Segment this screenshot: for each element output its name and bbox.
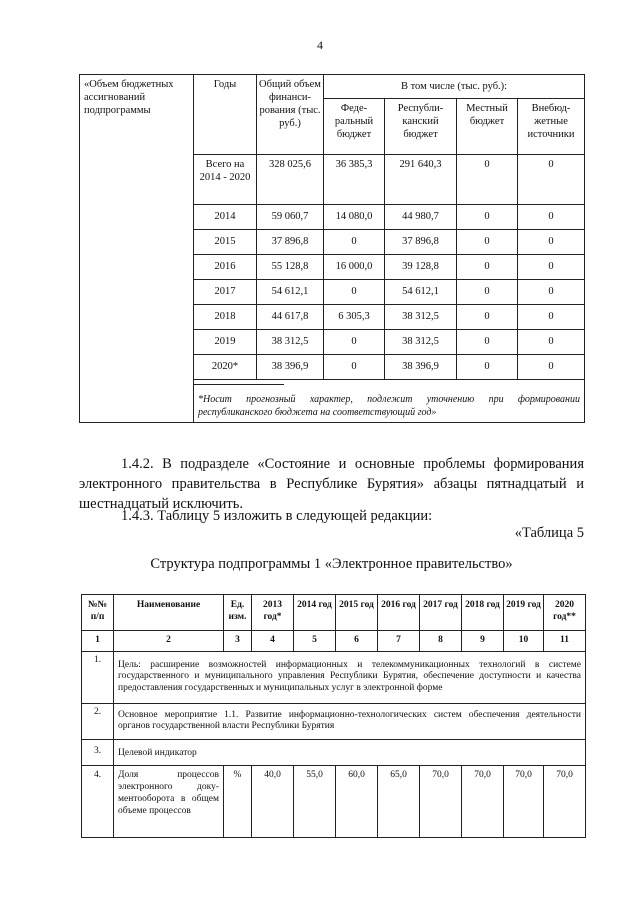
local-cell: 0 (457, 355, 518, 380)
total-cell: 59 060,7 (257, 205, 324, 230)
footnote-divider (194, 384, 284, 391)
column-number: 2 (114, 631, 224, 652)
federal-cell: 6 305,3 (324, 305, 385, 330)
year-cell: 2015 (194, 230, 257, 255)
republic-cell: 38 396,9 (385, 355, 457, 380)
year-cell: 2019 (194, 330, 257, 355)
local-cell: 0 (457, 205, 518, 230)
column-number: 8 (420, 631, 462, 652)
goal-text: Цель: расширение возможностей информационных и телекоммуникационных технологий в системе государственного и муниципального управления Республики Бурятия, обеспечение доступности и качества предоставления государственных и муниципальных услуг в электронной форме (114, 651, 586, 703)
offbudget-cell: 0 (518, 230, 585, 255)
table-row (82, 739, 586, 765)
header-cell: №№ п/п (82, 595, 114, 631)
federal-cell: 16 000,0 (324, 255, 385, 280)
republic-cell: 37 896,8 (385, 230, 457, 255)
col-offbudget: Внебюд-жетные источники (518, 99, 585, 155)
column-number: 3 (224, 631, 252, 652)
table-reference: «Таблица 5 (514, 525, 584, 541)
value-cell: 65,0 (378, 765, 420, 837)
offbudget-cell: 0 (518, 355, 585, 380)
header-cell: 2017 год (420, 595, 462, 631)
value-cell: 60,0 (336, 765, 378, 837)
federal-cell: 14 080,0 (324, 205, 385, 230)
local-cell: 0 (457, 305, 518, 330)
local-cell: 0 (457, 230, 518, 255)
column-number: 1 (82, 631, 114, 652)
column-number-row (82, 631, 586, 652)
indicator-name: Доля процессов электронного доку-ментооборота в общем объеме процессов (114, 765, 224, 837)
col-local: Местный бюджет (457, 99, 518, 155)
table-row (82, 703, 586, 739)
republic-cell: 38 312,5 (385, 330, 457, 355)
header-cell: Ед. изм. (224, 595, 252, 631)
federal-cell: 0 (324, 330, 385, 355)
year-cell: 2016 (194, 255, 257, 280)
row-number: 4. (82, 765, 114, 837)
total-cell: 54 612,1 (257, 280, 324, 305)
local-cell: 0 (457, 155, 518, 205)
republic-cell: 291 640,3 (385, 155, 457, 205)
funding-table (79, 74, 585, 423)
header-cell: 2015 год (336, 595, 378, 631)
footnote-text: *Носит прогнозный характер, подлежит уточнению при формировании республиканского бюджета на соответствующий год» (198, 394, 581, 418)
row-number: 3. (82, 739, 114, 765)
column-number: 5 (294, 631, 336, 652)
federal-cell: 0 (324, 280, 385, 305)
local-cell: 0 (457, 330, 518, 355)
activity-text: Основное мероприятие 1.1. Развитие информационно-технологических систем обеспечения деятельности органов государственной власти Республики Бурятия (114, 703, 586, 739)
header-cell: 2018 год (462, 595, 504, 631)
local-cell: 0 (457, 255, 518, 280)
header-cell: Наименование (114, 595, 224, 631)
column-number: 10 (504, 631, 544, 652)
column-number: 6 (336, 631, 378, 652)
year-cell: 2020* (194, 355, 257, 380)
header-cell: 2020 год** (544, 595, 586, 631)
value-cell: 70,0 (462, 765, 504, 837)
row-number: 2. (82, 703, 114, 739)
value-cell: 55,0 (294, 765, 336, 837)
federal-cell: 0 (324, 230, 385, 255)
republic-cell: 54 612,1 (385, 280, 457, 305)
offbudget-cell: 0 (518, 280, 585, 305)
offbudget-cell: 0 (518, 330, 585, 355)
total-cell: 44 617,8 (257, 305, 324, 330)
column-number: 4 (252, 631, 294, 652)
table-row (82, 765, 586, 837)
year-cell: 2018 (194, 305, 257, 330)
value-cell: 70,0 (420, 765, 462, 837)
total-cell: 55 128,8 (257, 255, 324, 280)
local-cell: 0 (457, 280, 518, 305)
table-row (82, 651, 586, 703)
offbudget-cell: 0 (518, 205, 585, 230)
offbudget-cell: 0 (518, 155, 585, 205)
footnote-cell (194, 380, 585, 423)
column-number: 11 (544, 631, 586, 652)
col-republic: Республи-канский бюджет (385, 99, 457, 155)
table-title: Структура подпрограммы 1 «Электронное правительство» (150, 556, 513, 572)
year-cell: 2017 (194, 280, 257, 305)
col-federal: Феде-ральный бюджет (324, 99, 385, 155)
unit-cell: % (224, 765, 252, 837)
value-cell: 70,0 (544, 765, 586, 837)
paragraph-1-4-2: 1.4.2. В подразделе «Состояние и основные проблемы формирования электронного правительства в Республике Бурятия» абзацы пятнадцатый и шестнадцатый исключить. (79, 456, 584, 512)
value-cell: 40,0 (252, 765, 294, 837)
republic-cell: 39 128,8 (385, 255, 457, 280)
indicator-text: Целевой индикатор (114, 739, 586, 765)
row-number: 1. (82, 651, 114, 703)
header-cell: 2019 год (504, 595, 544, 631)
year-cell: Всего на 2014 - 2020 (194, 155, 257, 205)
year-cell: 2014 (194, 205, 257, 230)
republic-cell: 38 312,5 (385, 305, 457, 330)
total-cell: 328 025,6 (257, 155, 324, 205)
header-cell: 2014 год (294, 595, 336, 631)
header-cell: 2013 год* (252, 595, 294, 631)
total-cell: 37 896,8 (257, 230, 324, 255)
structure-table (81, 594, 586, 838)
column-number: 7 (378, 631, 420, 652)
col-total: Общий объем финанси-рования (тыс. руб.) (257, 75, 324, 155)
republic-cell: 44 980,7 (385, 205, 457, 230)
federal-cell: 36 385,3 (324, 155, 385, 205)
federal-cell: 0 (324, 355, 385, 380)
total-cell: 38 312,5 (257, 330, 324, 355)
col-years: Годы (194, 75, 257, 155)
offbudget-cell: 0 (518, 255, 585, 280)
value-cell: 70,0 (504, 765, 544, 837)
column-number: 9 (462, 631, 504, 652)
header-cell: 2016 год (378, 595, 420, 631)
paragraph-1-4-3: 1.4.3. Таблицу 5 изложить в следующей редакции: (121, 508, 433, 524)
offbudget-cell: 0 (518, 305, 585, 330)
table-header-row (82, 595, 586, 631)
total-cell: 38 396,9 (257, 355, 324, 380)
col-including: В том числе (тыс. руб.): (324, 75, 585, 99)
funding-label: «Объем бюджетных ассигнований подпрограммы (80, 75, 194, 423)
page-number: 4 (317, 38, 323, 52)
